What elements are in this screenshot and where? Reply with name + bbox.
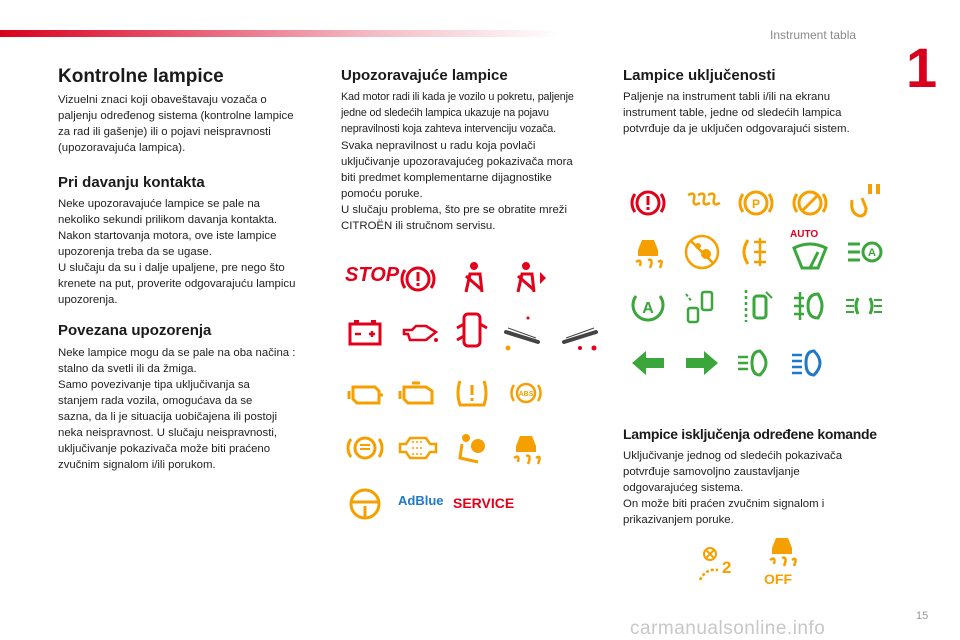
sidelights-icon	[844, 286, 884, 326]
section-heading-indicator: Lampice uključenosti	[623, 67, 776, 84]
warning-text-2: Svaka nepravilnost u radu koja povlači uključivanje upozoravajućeg pokazivača mora biti predmet komplementarne dijagnostike pomoću poruke. U slučaju problema, što pre se obratite mreži CITROËN ili stručnom servisu.	[341, 140, 573, 232]
svg-text:ABS: ABS	[518, 391, 534, 398]
engine-icon-orange	[345, 373, 385, 413]
indicator-text: Paljenje na instrument tabli i/ili na ekranu instrument table, jedne od sledećih lampica potvrđuje da je uključen odgovarajući sistem.	[623, 91, 850, 135]
section-heading-ignition: Pri davanju kontakta	[58, 174, 205, 191]
fuel-gauge-icon	[560, 312, 600, 352]
lane-departure-icon	[682, 286, 722, 326]
adblue-icon: AdBlue	[398, 493, 444, 508]
stop-start-active-icon	[628, 286, 668, 326]
section-heading-associated: Povezana upozorenja	[58, 322, 212, 339]
stop-start-icon	[628, 232, 668, 272]
svg-text:A: A	[642, 300, 654, 317]
battery-icon	[345, 312, 385, 352]
auto-wiper-icon	[790, 238, 830, 278]
brake-red-icon	[628, 183, 668, 223]
airbag-icon	[452, 428, 492, 468]
service-icon: SERVICE	[453, 495, 515, 511]
ignition-text: Neke upozoravajuće lampice se pale na nekoliko sekundi prilikom davanja kontakta. Nakon startovanja motora, ove iste lampice upozorenja treba da se ugase. U slučaju da su i dalje upaljene, pre nego što krenete na put, proverite odgovarajuću lampicu upozorenja.	[58, 198, 296, 306]
section-heading-warning: Upozoravajuće lampice	[341, 67, 508, 84]
esp-off-icon	[762, 534, 802, 574]
associated-text: Neke lampice mogu da se pale na oba načina : stalno da svetli ili da žmiga. Samo povezivanje tipa uključivanja sa stanjem rada vozila, omogućava da se sazna, da li je situacija uobičajena ili postoji neka neispravnost. U slučaju neispravnosti, uključivanje pokazivača može biti praćeno zvučnim signalom i/ili porukom.	[58, 347, 296, 471]
auto-label: AUTO	[790, 229, 819, 240]
right-indicator-icon	[682, 343, 722, 383]
door-open-icon	[452, 310, 492, 350]
tyre-pressure-icon	[452, 373, 492, 413]
dipped-beam-icon	[736, 343, 776, 383]
watermark: carmanualsonline.info	[630, 618, 826, 639]
temperature-gauge-icon	[502, 312, 542, 352]
esp-off-label: OFF	[764, 571, 792, 587]
chapter-number: 1	[906, 36, 938, 99]
esp-icon	[506, 428, 546, 468]
parking-brake-fault-icon	[790, 183, 830, 223]
intro-text: Vizuelni znaci koji obaveštavaju vozača o paljenju određenog sistema (kontrolne lampice za rad ili gašenje) ili o pojavi neispravnosti (upozoravajuća lampica).	[58, 94, 294, 154]
chapter-color-bar	[0, 30, 560, 37]
svg-text:A: A	[868, 247, 876, 259]
seatbelt-passenger-icon	[508, 258, 548, 298]
rear-fog-light-icon	[736, 232, 776, 272]
speed-limiter-icon	[736, 286, 776, 326]
svg-text:P: P	[751, 197, 761, 211]
deactivation-text: Uključivanje jednog od sledećih pokazivača potvrđuje samovoljno zaustavljanje odgovarajućeg sistema. On može biti praćen zvučnim signalom i prikazivanjem poruke.	[623, 450, 843, 526]
main-beam-icon	[790, 343, 830, 383]
warning-text-1: Kad motor radi ili kada je vozilo u pokretu, paljenje jedne od sledećih lampica ukazuje na pojavu nepravilnosti koja zahteva intervenciju vozača.	[341, 91, 574, 135]
section-heading-deactivation: Lampice isključenja određene komande	[623, 426, 877, 442]
page-number: 15	[916, 610, 929, 622]
particle-filter-icon	[398, 428, 438, 468]
left-indicator-icon	[628, 343, 668, 383]
abs-icon	[506, 373, 546, 413]
front-fog-light-icon	[790, 286, 830, 326]
parking-brake-icon	[736, 183, 776, 223]
seatbelt-icon	[452, 258, 492, 298]
stop-icon: STOP	[345, 264, 400, 286]
engine-diagnostic-icon	[398, 373, 438, 413]
foot-on-brake-icon	[844, 180, 884, 220]
lane-departure-off-number: 2	[722, 558, 732, 577]
steering-icon	[345, 484, 385, 524]
preheating-icon	[682, 183, 722, 223]
brake-pad-icon	[345, 428, 385, 468]
brake-warning-icon	[398, 259, 438, 299]
section-title: Instrument tabla	[770, 28, 857, 42]
page-title: Kontrolne lampice	[58, 66, 224, 87]
passenger-airbag-off-icon	[682, 232, 722, 272]
auto-headlamp-icon	[844, 232, 884, 272]
oil-pressure-icon	[400, 312, 440, 352]
